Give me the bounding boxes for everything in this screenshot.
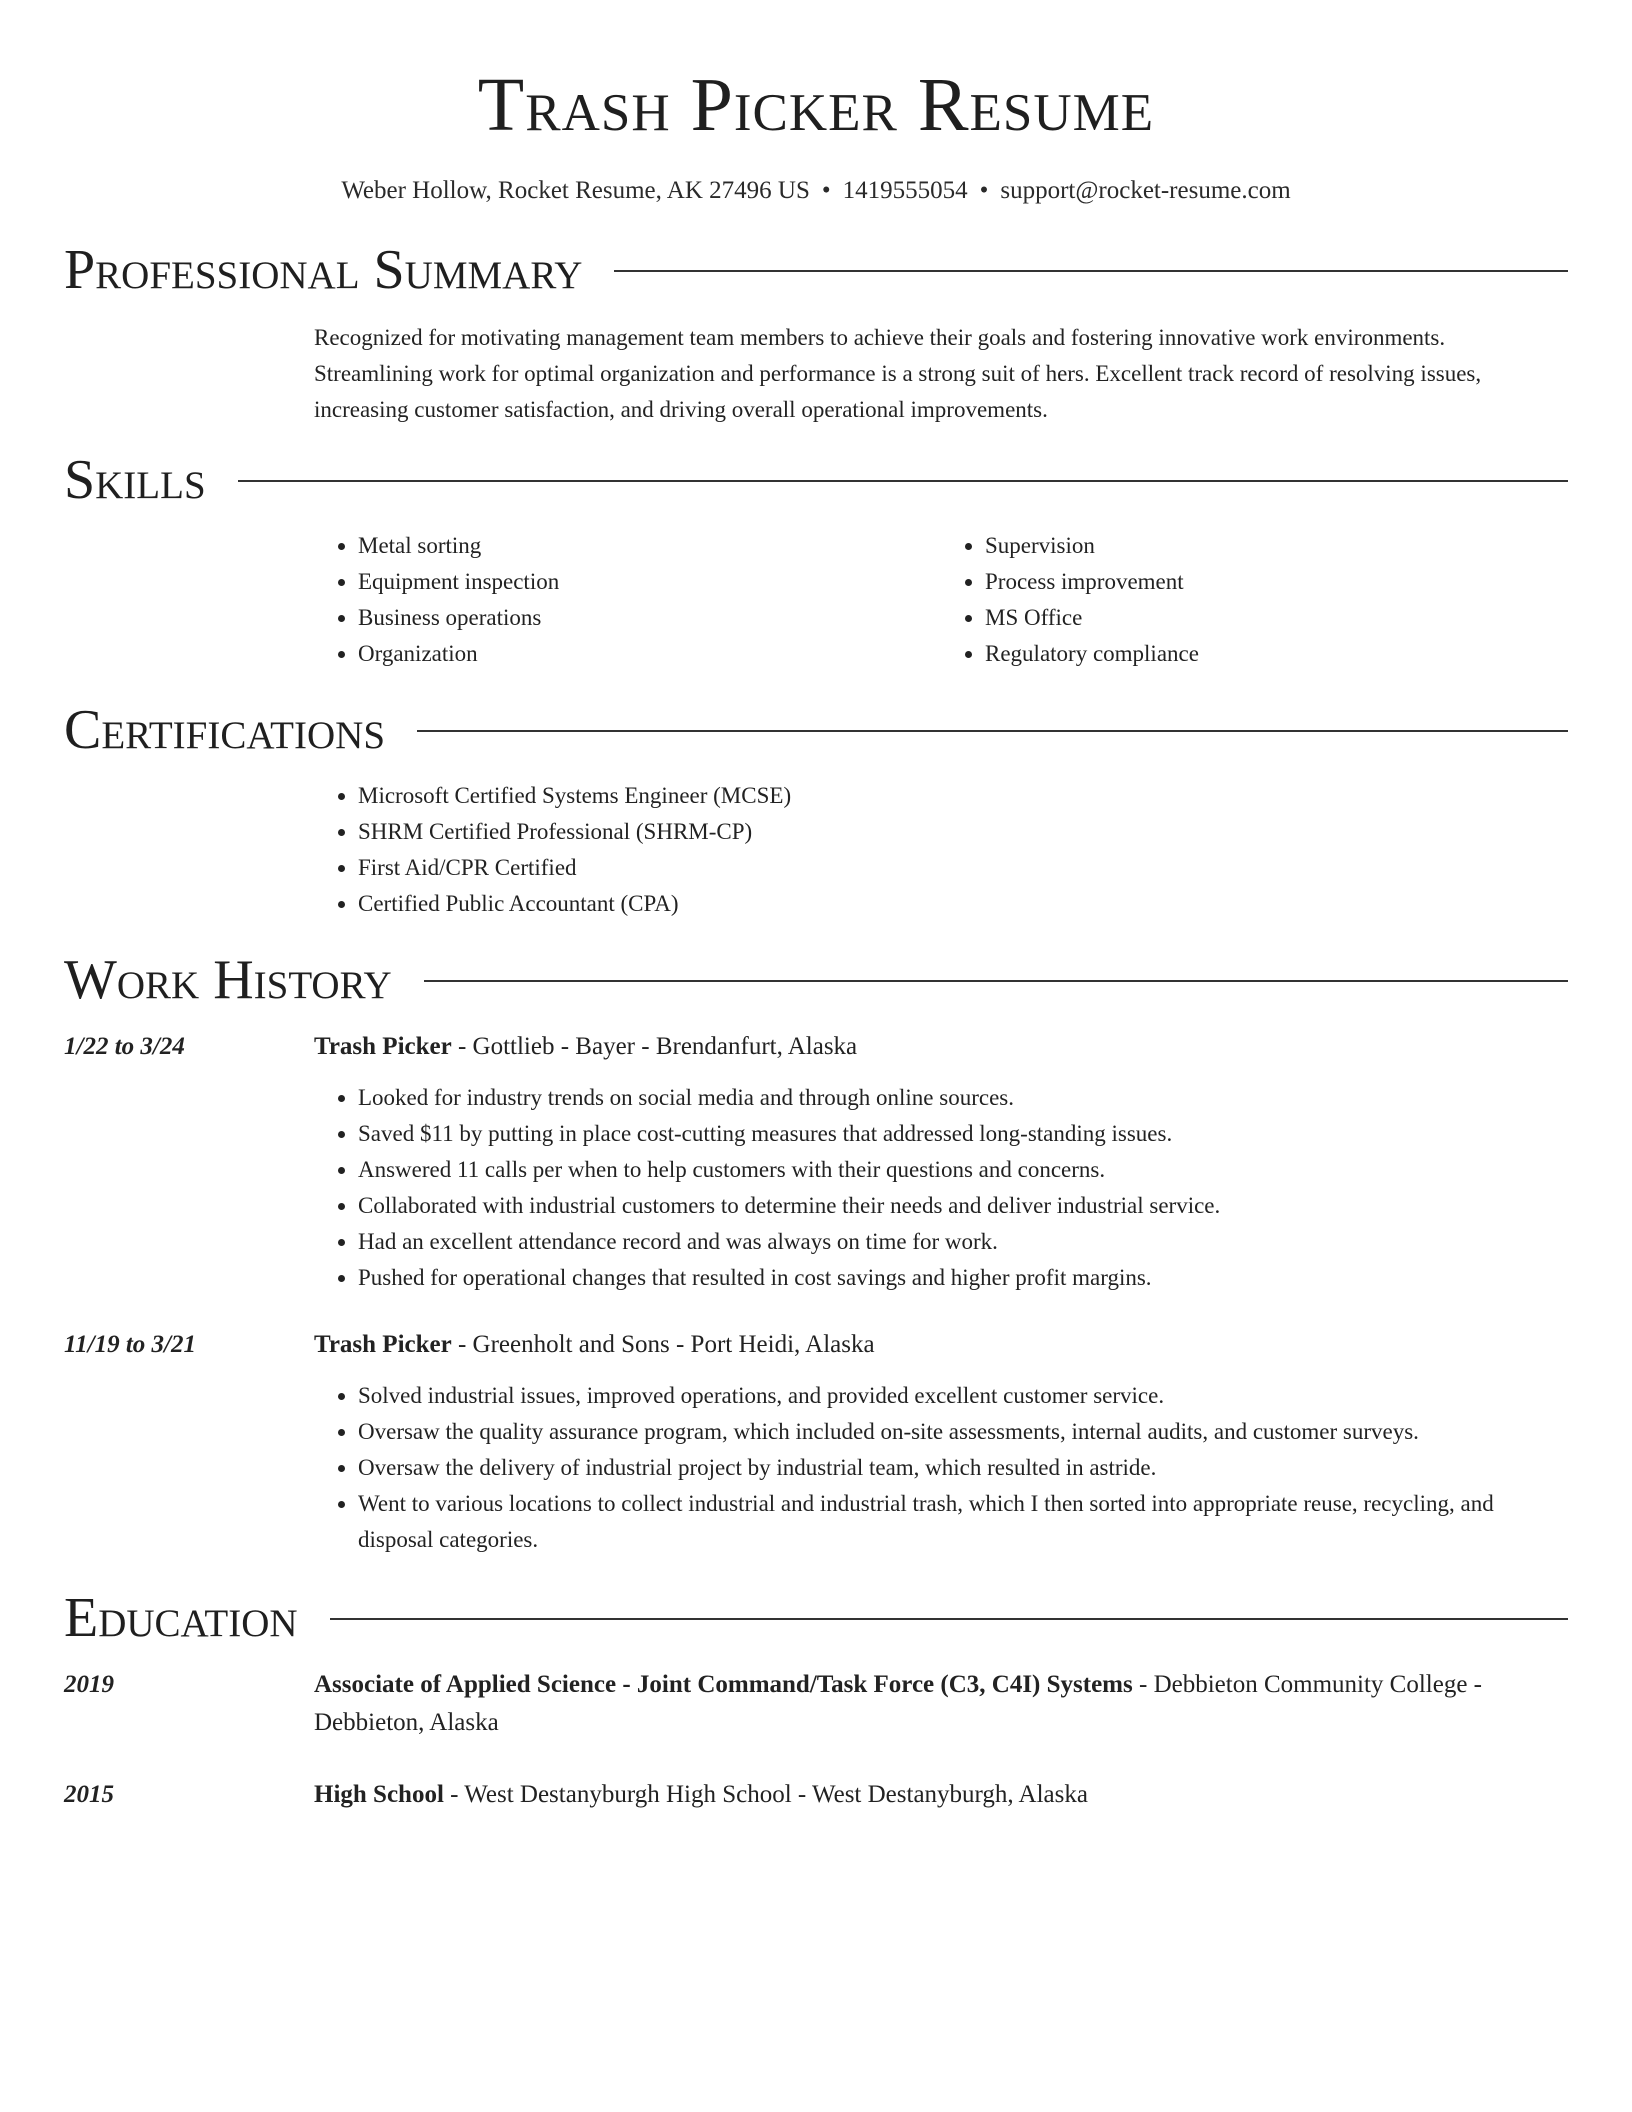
work-heading: Work History <box>64 949 392 1011</box>
skill-item: • Metal sorting <box>358 528 941 564</box>
section-divider <box>417 730 1568 732</box>
skill-item: • Process improvement <box>985 564 1568 600</box>
education-entry <box>64 1666 1568 1742</box>
education-year: 2015 <box>64 1781 114 1808</box>
job-details: - Gottlieb - Bayer - Brendanfurt, Alaska <box>451 1033 858 1060</box>
contact-address: Weber Hollow, Rocket Resume, AK 27496 US <box>341 177 810 204</box>
section-divider <box>330 1618 1568 1620</box>
work-bullet: • Looked for industry trends on social media and through online sources. <box>358 1080 1568 1116</box>
education-entry <box>64 1776 1568 1814</box>
job-role: Trash Picker <box>314 1331 452 1358</box>
summary-section-header <box>64 240 1568 300</box>
work-entry <box>64 1028 1568 1296</box>
skill-item: • Business operations <box>358 600 941 636</box>
certification-item: • Certified Public Accountant (CPA) <box>358 886 1568 922</box>
skills-column-left <box>314 528 941 672</box>
work-body <box>314 1326 1568 1558</box>
contact-email[interactable]: support@rocket-resume.com <box>1000 177 1291 204</box>
work-dates: 1/22 to 3/24 <box>64 1033 185 1060</box>
education-title <box>314 1776 1568 1814</box>
skills-column-right <box>941 528 1568 672</box>
resume-title: Trash Picker Resume <box>477 63 1155 147</box>
contact-separator: • <box>821 177 831 204</box>
work-bullet: • Had an excellent attendance record and was always on time for work. <box>358 1224 1568 1260</box>
education-body <box>314 1666 1568 1742</box>
summary-text: Recognized for motivating management team members to achieve their goals and fostering innovative work environments. Streamlining work for optimal organization and performance is a strong suit of hers. Excellent track record of resolving issues, increasing customer satisfaction, and driving overall operational improvements. <box>314 325 1482 422</box>
work-entry <box>64 1326 1568 1558</box>
section-divider <box>238 480 1568 482</box>
work-bullets <box>314 1080 1568 1296</box>
work-bullet: • Saved $11 by putting in place cost-cutting measures that addressed long-standing issues. <box>358 1116 1568 1152</box>
skill-item: • Organization <box>358 636 941 672</box>
work-body <box>314 1028 1568 1296</box>
work-dates: 11/19 to 3/21 <box>64 1331 196 1358</box>
education-details: - West Destanyburgh High School - West Destanyburgh, Alaska <box>443 1781 1088 1808</box>
education-section-header <box>64 1588 1568 1648</box>
skill-item: • Equipment inspection <box>358 564 941 600</box>
work-title <box>314 1028 1568 1066</box>
contact-line <box>64 176 1568 206</box>
education-title <box>314 1666 1568 1742</box>
skills-grid <box>314 528 1568 672</box>
job-role: Trash Picker <box>314 1033 452 1060</box>
certifications-section-header <box>64 700 1568 760</box>
certification-item: • Microsoft Certified Systems Engineer (MCSE) <box>358 778 1568 814</box>
work-bullet: • Answered 11 calls per when to help customers with their questions and concerns. <box>358 1152 1568 1188</box>
work-bullet: • Went to various locations to collect industrial and industrial trash, which I then sorted into appropriate reuse, recycling, and disposal categories. <box>358 1486 1568 1558</box>
work-bullet: • Solved industrial issues, improved operations, and provided excellent customer service. <box>358 1378 1568 1414</box>
certifications-list <box>314 778 1568 922</box>
work-bullet: • Oversaw the quality assurance program, which included on-site assessments, internal audits, and customer surveys. <box>358 1414 1568 1450</box>
certification-item: • First Aid/CPR Certified <box>358 850 1568 886</box>
work-bullet: • Collaborated with industrial customers to determine their needs and deliver industrial service. <box>358 1188 1568 1224</box>
job-details: - Greenholt and Sons - Port Heidi, Alaska <box>451 1331 875 1358</box>
summary-heading: Professional Summary <box>64 239 583 301</box>
skills-heading: Skills <box>64 449 206 511</box>
section-divider <box>424 980 1568 982</box>
work-section-header <box>64 950 1568 1010</box>
skills-section-header <box>64 450 1568 510</box>
work-bullets <box>314 1378 1568 1558</box>
work-title <box>314 1326 1568 1364</box>
work-bullet: • Pushed for operational changes that resulted in cost savings and higher profit margins. <box>358 1260 1568 1296</box>
education-heading: Education <box>64 1587 298 1649</box>
certifications-heading: Certifications <box>64 699 386 761</box>
education-body <box>314 1776 1568 1814</box>
education-year: 2019 <box>64 1671 114 1698</box>
skill-item: • Regulatory compliance <box>985 636 1568 672</box>
education-degree: High School <box>314 1781 444 1808</box>
section-divider <box>614 270 1568 272</box>
contact-separator: • <box>979 177 989 204</box>
work-bullet: • Oversaw the delivery of industrial project by industrial team, which resulted in astride. <box>358 1450 1568 1486</box>
contact-phone: 1419555054 <box>842 177 968 204</box>
education-details: - Debbieton Community College - Debbieton, Alaska <box>314 1671 1483 1736</box>
education-degree: Associate of Applied Science - Joint Command/Task Force (C3, C4I) Systems <box>314 1671 1133 1698</box>
skill-item: • MS Office <box>985 600 1568 636</box>
certification-item: • SHRM Certified Professional (SHRM-CP) <box>358 814 1568 850</box>
skill-item: • Supervision <box>985 528 1568 564</box>
